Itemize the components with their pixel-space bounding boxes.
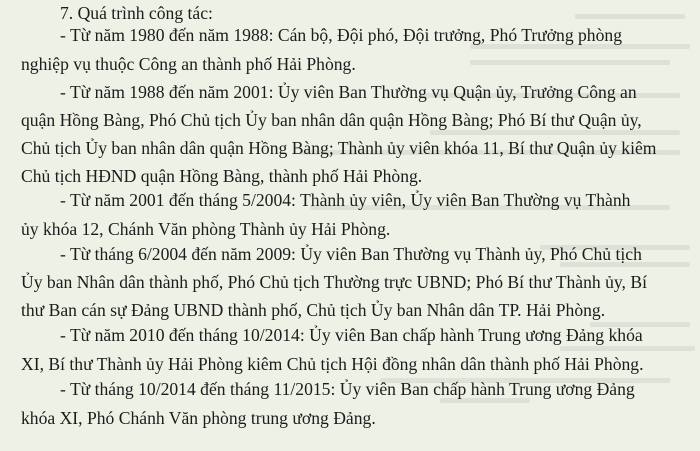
paragraph-line: Chủ tịch HĐND quận Hồng Bàng, thành phố Hải Phòng. — [21, 166, 423, 186]
paragraph-line: XI, Bí thư Thành ủy Hải Phòng kiêm Chủ tịch Hội đồng nhân dân thành phố Hải Phòng. — [21, 354, 644, 374]
paragraph-line: quận Hồng Bàng, Phó Chủ tịch Ủy ban nhân dân quận Hồng Bàng; Phó Bí thư Quận ủy, — [21, 110, 642, 130]
paragraph-line: - Từ tháng 10/2014 đến tháng 11/2015: Ủy viên Ban chấp hành Trung ương Đảng — [60, 379, 635, 399]
paragraph-line: - Từ năm 1980 đến năm 1988: Cán bộ, Đội phó, Đội trưởng, Phó Trưởng phòng — [60, 25, 622, 45]
paragraph-line: Ủy ban Nhân dân thành phố, Phó Chủ tịch Thường trực UBND; Phó Bí thư Thành ủy, Bí — [21, 272, 647, 292]
section-heading: 7. Quá trình công tác: — [60, 3, 213, 23]
paragraph-line: - Từ năm 2010 đến tháng 10/2014: Ủy viên Ban chấp hành Trung ương Đảng khóa — [60, 325, 643, 345]
paragraph-line: - Từ năm 2001 đến tháng 5/2004: Thành ủy viên, Ủy viên Ban Thường vụ Thành — [60, 190, 631, 210]
paragraph-line: khóa XI, Phó Chánh Văn phòng trung ương Đảng. — [21, 408, 376, 428]
paragraph-line: - Từ năm 1988 đến năm 2001: Ủy viên Ban Thường vụ Quận ủy, Trưởng Công an — [60, 82, 637, 102]
paragraph-line: nghiệp vụ thuộc Công an thành phố Hải Phòng. — [21, 54, 356, 74]
paragraph-line: Chủ tịch Ủy ban nhân dân quận Hồng Bàng; Thành ủy viên khóa 11, Bí thư Quận ủy kiêm — [21, 138, 657, 158]
paragraph-line: thư Ban cán sự Đảng UBND thành phố, Chủ tịch Ủy ban Nhân dân TP. Hải Phòng. — [21, 300, 606, 320]
paragraph-line: ủy khóa 12, Chánh Văn phòng Thành ủy Hải Phòng. — [21, 219, 391, 239]
paragraph-line: - Từ tháng 6/2004 đến năm 2009: Ủy viên Ban Thường vụ Thành ủy, Phó Chủ tịch — [60, 244, 642, 264]
